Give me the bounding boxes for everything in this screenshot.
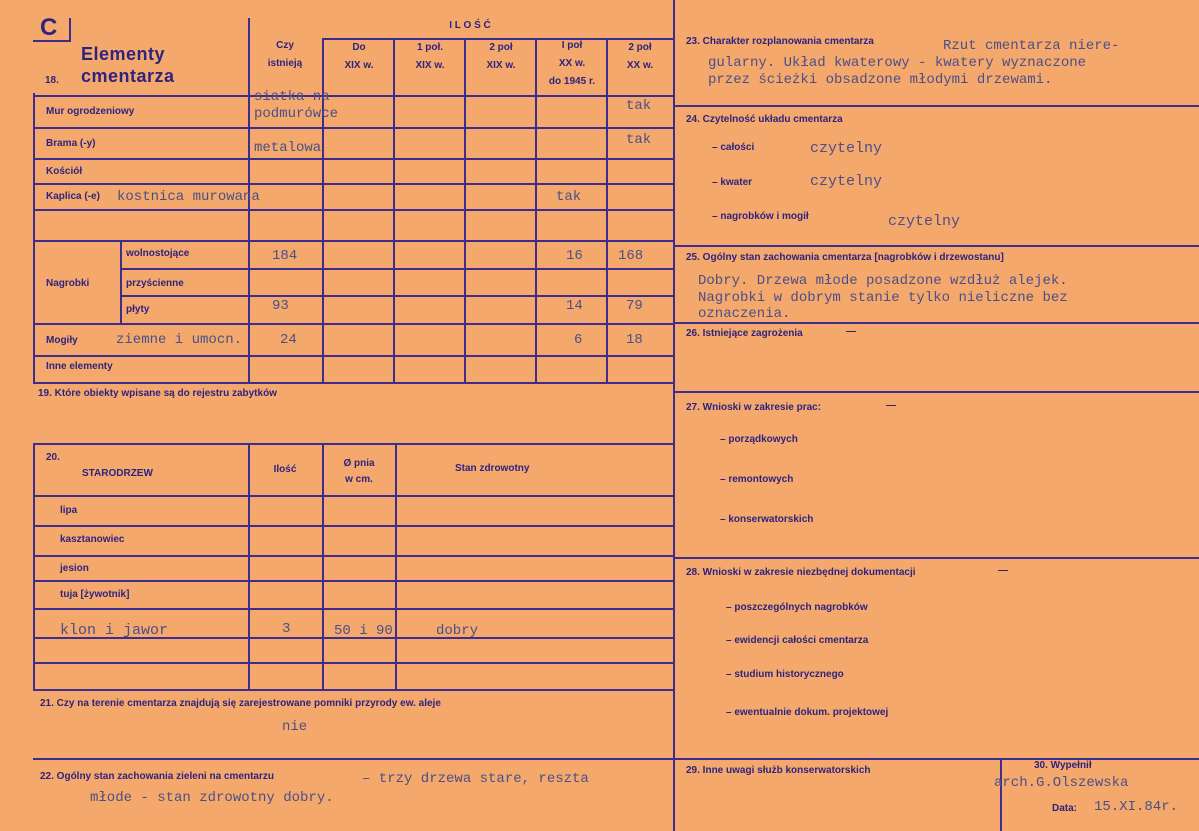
row-label-nagrobki: Nagrobki (46, 278, 90, 289)
tree-kasztanowiec: kasztanowiec (60, 534, 125, 545)
starodrzew-pien-header-2: w cm. (345, 474, 373, 485)
header-do: Do (352, 42, 366, 53)
brama-value: metalowa (254, 140, 322, 156)
wolnostojace-czy: 184 (272, 248, 298, 264)
section-22-question: 22. Ogólny stan zachowania zieleni na cmentarzu (40, 771, 274, 782)
section-20-number: 20. (46, 452, 60, 463)
mur-value-line2: podmurówce (254, 106, 339, 122)
row-label-plyty: płyty (126, 304, 150, 315)
s24-nagrobkow-value: czytelny (888, 213, 961, 230)
header-xix-2: XIX w. (415, 60, 445, 71)
wolnostojace-1pol-xx: 16 (566, 248, 583, 264)
starodrzew-ilosc-header: Ilość (273, 464, 297, 475)
section-19-question: 19. Które obiekty wpisane są do rejestru zabytków (38, 388, 277, 399)
section-25-answer-line3: oznaczenia. (698, 306, 791, 322)
section-23-question: 23. Charakter rozplanowania cmentarza (686, 36, 874, 47)
starodrzew-stan-header: Stan zdrowotny (455, 463, 530, 474)
header-1pol-xix: 1 poł. (416, 42, 444, 53)
plyty-czy: 93 (272, 298, 289, 314)
section-24-question: 24. Czytelność układu cmentarza (686, 114, 843, 125)
header-1pol-xx: I poł (561, 40, 583, 51)
s24-kwater-label: – kwater (712, 177, 753, 188)
brama-2pol-xx: tak (626, 132, 652, 148)
section-30-author: arch.G.Olszewska (994, 775, 1129, 791)
section-27-dash: — (886, 400, 896, 411)
starodrzew-title: STARODRZEW (82, 468, 153, 479)
row-label-wolnostojace: wolnostojące (126, 248, 190, 259)
header-2pol-xix: 2 poł (489, 42, 513, 53)
s27-konserwatorskich: – konserwatorskich (720, 514, 814, 525)
tree-klon-pien: 50 i 90 (334, 623, 393, 639)
section-number-18: 18. (45, 75, 59, 86)
header-do-1945: do 1945 r. (548, 76, 596, 87)
header-2pol-xx: 2 poł (628, 42, 652, 53)
tree-tuja: tuja [żywotnik] (60, 589, 130, 600)
row-label-kosciol: Kościół (46, 166, 83, 177)
header-istnieja: istnieją (267, 58, 303, 69)
section-26-answer: — (846, 326, 856, 337)
tree-klon-stan: dobry (436, 623, 479, 639)
section-25-answer-line1: Dobry. Drzewa młode posadzone wzdłuż alejek. (698, 273, 1068, 289)
mogily-czy: 24 (280, 332, 297, 348)
header-czy: Czy (276, 40, 294, 51)
s27-remontowych: – remontowych (720, 474, 794, 485)
row-label-brama: Brama (-y) (46, 138, 96, 149)
tree-klon: klon i jawor (60, 622, 169, 639)
section-22-answer-line1: – trzy drzewa stare, reszta (362, 771, 589, 787)
tree-jesion: jesion (60, 563, 89, 574)
section-30-date-label: Data: (1052, 803, 1078, 814)
starodrzew-pien-header-1: Ø pnia (343, 458, 375, 469)
mogily-2pol-xx: 18 (626, 332, 643, 348)
header-ilosc: I L O Ś Ć (449, 20, 491, 31)
row-label-inne: Inne elementy (46, 361, 113, 372)
s28-studium: – studium historycznego (726, 669, 844, 680)
kaplica-1pol-xx: tak (556, 189, 582, 205)
section-30-date: 15.XI.84r. (1094, 799, 1179, 815)
mogily-1pol-xx: 6 (574, 332, 583, 348)
section-23-answer-line1: Rzut cmentarza niere- (943, 38, 1120, 54)
header-xx-2: XX w. (626, 60, 654, 71)
section-28-dash: — (998, 565, 1008, 576)
tree-lipa: lipa (60, 505, 78, 516)
header-xix-3: XIX w. (486, 60, 516, 71)
s28-nagrobkow: – poszczególnych nagrobków (726, 602, 868, 613)
section-21-question: 21. Czy na terenie cmentarza znajdują się zarejestrowane pomniki przyrody ew. aleje (40, 698, 441, 709)
row-label-mogily: Mogiły (46, 335, 78, 346)
mur-2pol-xx: tak (626, 98, 652, 114)
tree-klon-ilosc: 3 (282, 621, 291, 637)
section-22-answer-line2: młode - stan zdrowotny dobry. (90, 790, 334, 806)
s28-projektowej: – ewentualnie dokum. projektowej (726, 707, 889, 718)
row-label-kaplica: Kaplica (-e) (46, 191, 100, 202)
header-xix-1: XIX w. (344, 60, 374, 71)
s24-calosci-label: – całości (712, 142, 755, 153)
form-letter: C (40, 14, 58, 41)
form-title-line1: Elementy (81, 44, 166, 64)
mogily-type: ziemne i umocn. (116, 332, 243, 348)
wolnostojace-2pol-xx: 168 (618, 248, 644, 264)
s24-kwater-value: czytelny (810, 173, 883, 190)
s24-nagrobkow-label: – nagrobków i mogił (712, 211, 809, 222)
section-23-answer-line3: przez ścieżki obsadzone młodymi drzewami. (708, 72, 1053, 88)
form-title-line2: cmentarza (81, 66, 175, 86)
s28-ewidencji: – ewidencji całości cmentarza (726, 635, 869, 646)
s27-porzadkowych: – porządkowych (720, 434, 798, 445)
section-23-answer-line2: gularny. Układ kwaterowy - kwatery wyznaczone (708, 55, 1087, 71)
mur-value-line1: siatka na (254, 89, 330, 105)
row-label-mur: Mur ogrodzeniowy (46, 106, 135, 117)
header-xx-1: XX w. (558, 58, 586, 69)
section-25-answer-line2: Nagrobki w dobrym stanie tylko nieliczne bez (698, 290, 1068, 306)
plyty-1pol-xx: 14 (566, 298, 583, 314)
section-21-answer: nie (282, 719, 308, 735)
kaplica-value: kostnica murowana (117, 189, 260, 205)
section-27-question: 27. Wnioski w zakresie prac: (686, 402, 822, 413)
section-29-question: 29. Inne uwagi służb konserwatorskich (686, 765, 871, 776)
section-30-question: 30. Wypełnił (1034, 760, 1092, 771)
s24-calosci-value: czytelny (810, 140, 883, 157)
section-25-question: 25. Ogólny stan zachowania cmentarza [nagrobków i drzewostanu] (686, 252, 1004, 263)
plyty-2pol-xx: 79 (626, 298, 643, 314)
section-26-question: 26. Istniejące zagrożenia (686, 328, 803, 339)
section-28-question: 28. Wnioski w zakresie niezbędnej dokumentacji (686, 567, 916, 578)
row-label-przyscienne: przyścienne (126, 278, 184, 289)
